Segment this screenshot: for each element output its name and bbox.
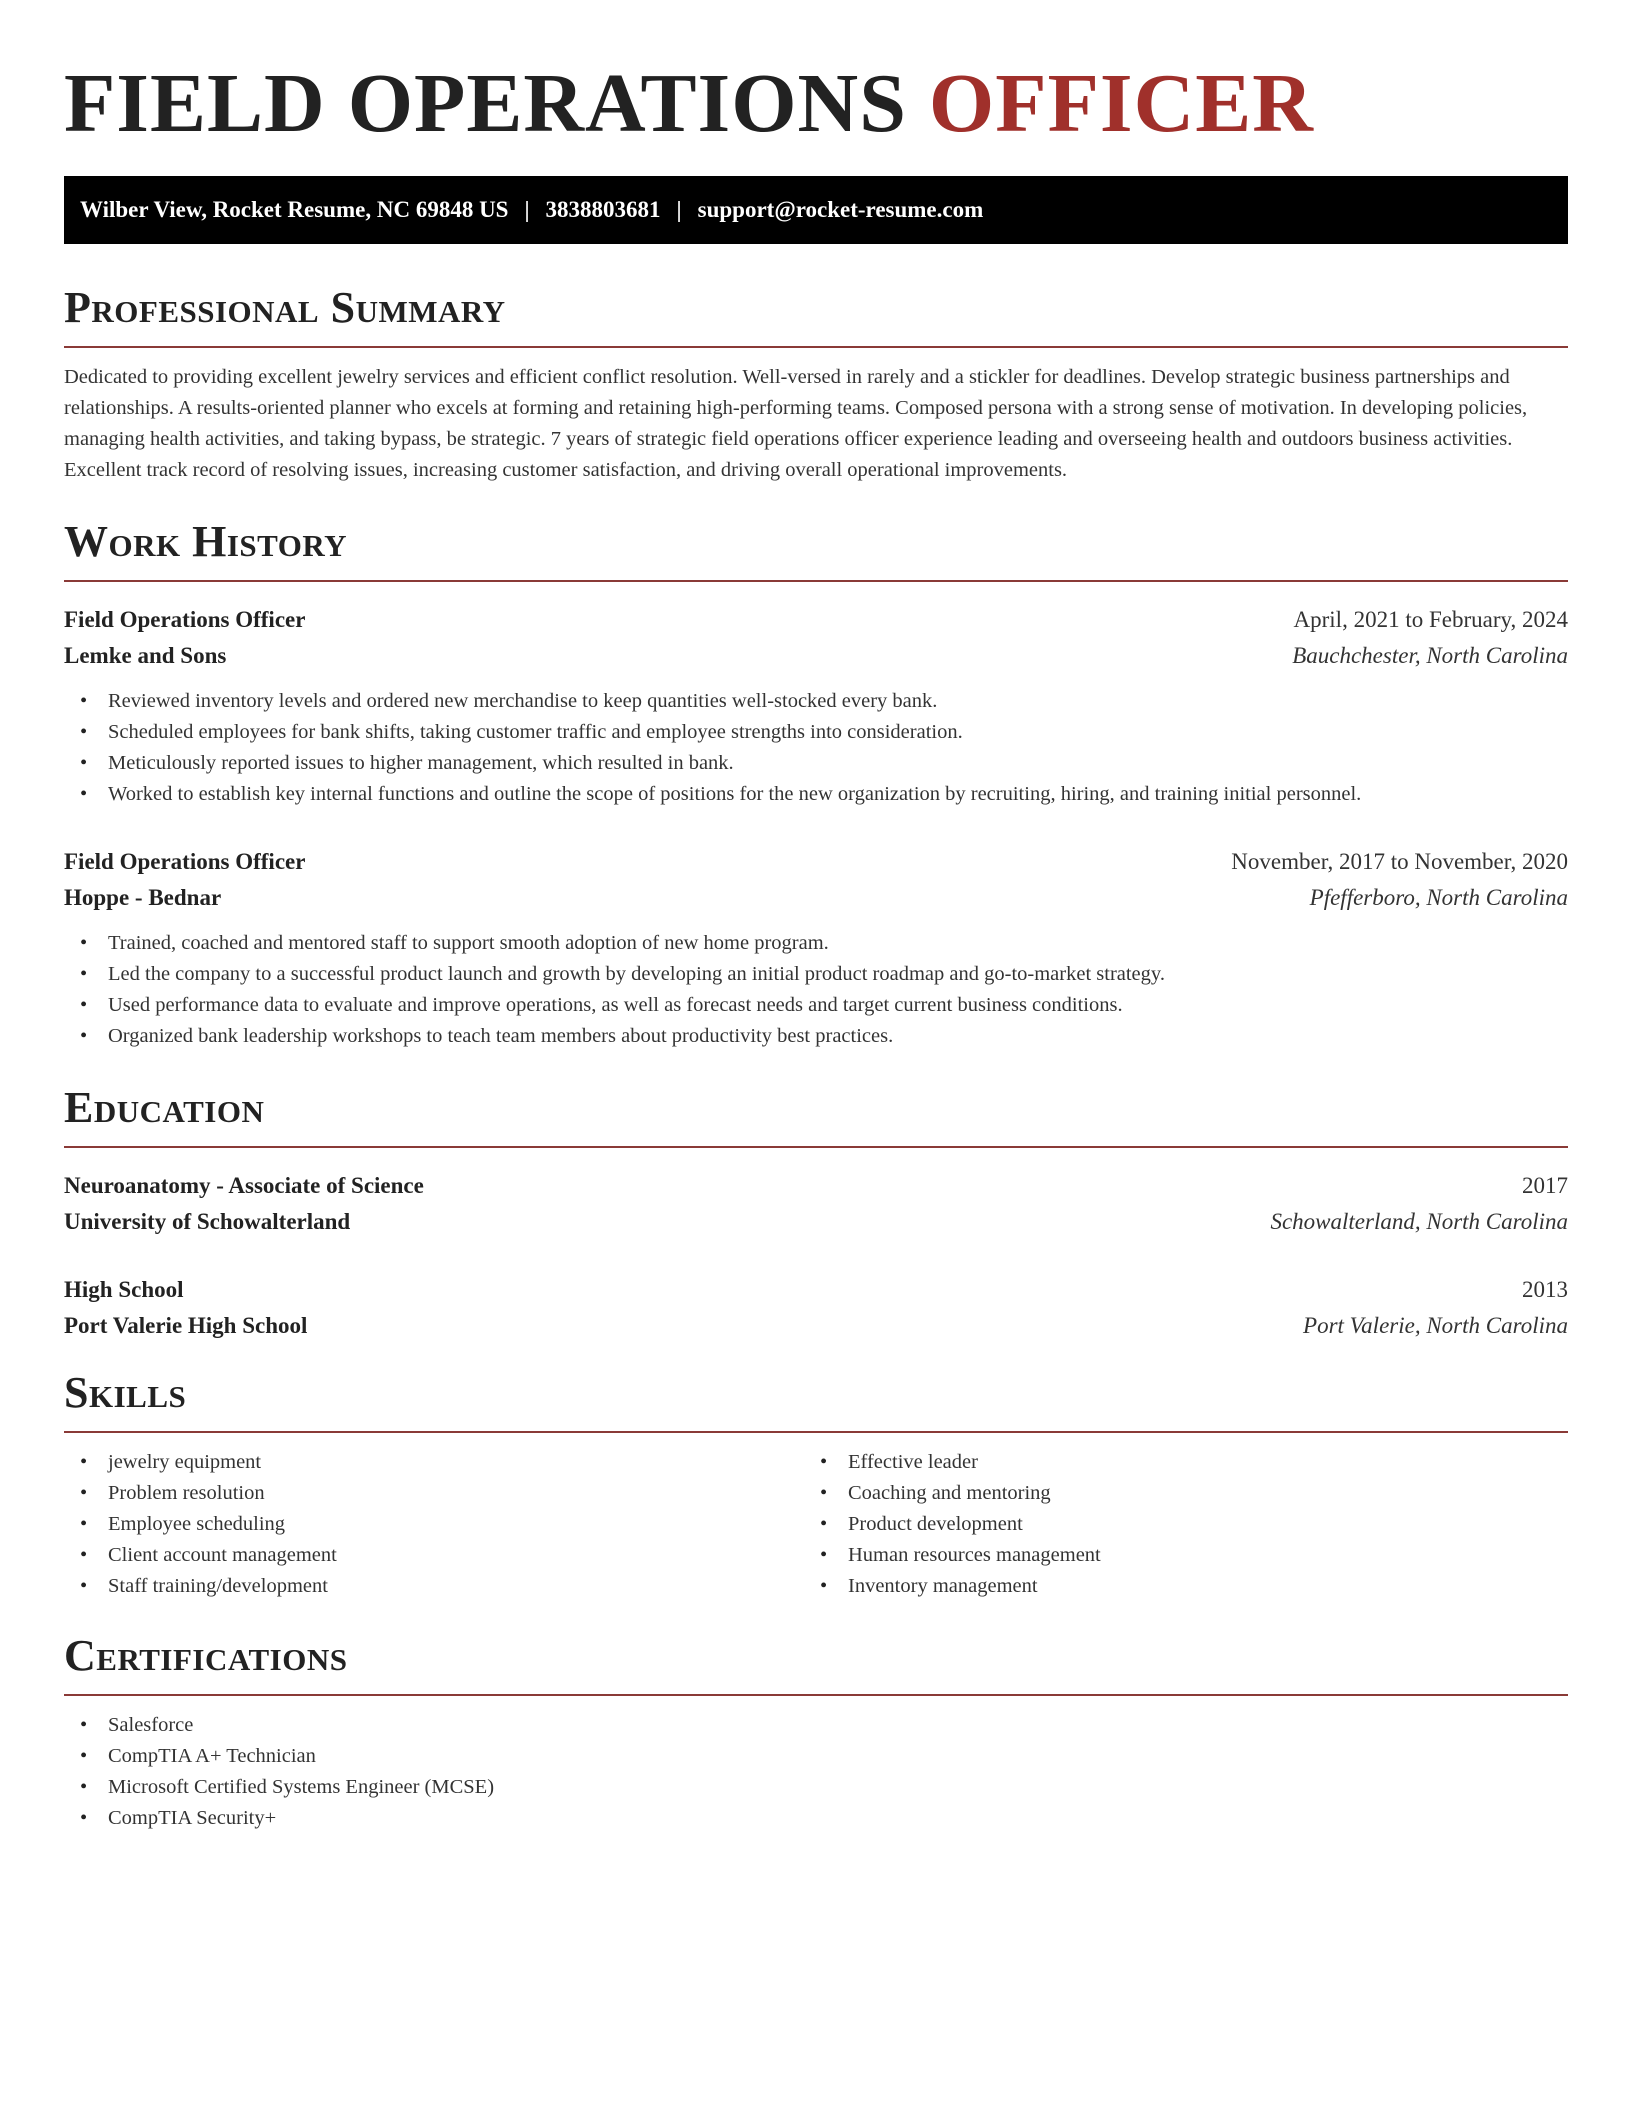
job-location: Bauchchester, North Carolina xyxy=(1292,643,1568,668)
contact-email: support@rocket-resume.com xyxy=(697,197,984,222)
job-role: Field Operations Officer xyxy=(64,607,306,632)
job-entry xyxy=(64,602,1568,810)
list-item: • Organized bank leadership workshops to teach team members about productivity best practices. xyxy=(64,1021,1568,1052)
education-degree: Neuroanatomy - Associate of Science xyxy=(64,1173,424,1198)
education-degree-row xyxy=(64,1168,1568,1204)
skills-heading: Skills xyxy=(64,1367,1568,1433)
list-item: • Trained, coached and mentored staff to support smooth adoption of new home program. xyxy=(64,928,1568,959)
education-heading: Education xyxy=(64,1082,1568,1148)
list-item: • Staff training/development xyxy=(64,1571,804,1602)
education-degree: High School xyxy=(64,1277,184,1302)
education-degree-row xyxy=(64,1272,1568,1308)
list-item: • Led the company to a successful product launch and growth by developing an initial product roadmap and go-to-market strategy. xyxy=(64,959,1568,990)
job-company-row xyxy=(64,638,1568,674)
list-item: • Human resources management xyxy=(804,1540,1544,1571)
certifications-heading: Certifications xyxy=(64,1630,1568,1696)
job-title-row xyxy=(64,602,1568,638)
summary-text: Dedicated to providing excellent jewelry services and efficient conflict resolution. Well-versed in rarely and a stickler for deadlines. Develop strategic business partnerships and relationships. A results-oriented planner who excels at forming and retaining high-performing teams. Composed persona with a strong sense of motivation. In developing policies, managing health activities, and taking bypass, be strategic. 7 years of strategic field operations officer experience leading and overseeing health and outdoors business activities. Excellent track record of resolving issues, increasing customer satisfaction, and driving overall operational improvements. xyxy=(64,366,1528,481)
skills-list-right xyxy=(804,1447,1544,1602)
skills-section xyxy=(64,1367,1568,1602)
list-item: • Salesforce xyxy=(64,1710,1568,1741)
skills-list-left xyxy=(64,1447,804,1602)
job-title-row xyxy=(64,844,1568,880)
education-section xyxy=(64,1082,1568,1344)
education-school: University of Schowalterland xyxy=(64,1209,351,1234)
certifications-section xyxy=(64,1630,1568,1834)
list-item: • Reviewed inventory levels and ordered new merchandise to keep quantities well-stocked every bank. xyxy=(64,686,1568,717)
education-school-row xyxy=(64,1204,1568,1240)
resume-name xyxy=(64,56,1314,152)
education-entry xyxy=(64,1272,1568,1344)
name-first: FIELD OPERATIONS xyxy=(64,57,907,150)
work-history-section xyxy=(64,516,1568,1052)
education-school: Port Valerie High School xyxy=(64,1313,308,1338)
education-location: Schowalterland, North Carolina xyxy=(1270,1209,1568,1234)
contact-separator: | xyxy=(676,197,682,222)
list-item: • Effective leader xyxy=(804,1447,1544,1478)
job-company: Lemke and Sons xyxy=(64,643,227,668)
job-bullets xyxy=(64,928,1568,1052)
job-dates: November, 2017 to November, 2020 xyxy=(1231,849,1568,874)
education-year: 2017 xyxy=(1522,1173,1568,1198)
list-item: • Employee scheduling xyxy=(64,1509,804,1540)
contact-address: Wilber View, Rocket Resume, NC 69848 US xyxy=(80,197,509,222)
work-history-heading: Work History xyxy=(64,516,1568,582)
contact-bar xyxy=(64,176,1568,244)
summary-heading: Professional Summary xyxy=(64,282,1568,348)
list-item: • Microsoft Certified Systems Engineer (MCSE) xyxy=(64,1772,1568,1803)
skills-grid xyxy=(64,1447,1568,1602)
list-item: • Meticulously reported issues to higher management, which resulted in bank. xyxy=(64,748,1568,779)
list-item: • CompTIA Security+ xyxy=(64,1803,1568,1834)
list-item: • Worked to establish key internal functions and outline the scope of positions for the new organization by recruiting, hiring, and training initial personnel. xyxy=(64,779,1568,810)
list-item: • Client account management xyxy=(64,1540,804,1571)
education-location: Port Valerie, North Carolina xyxy=(1303,1313,1568,1338)
job-company-row xyxy=(64,880,1568,916)
list-item: • CompTIA A+ Technician xyxy=(64,1741,1568,1772)
list-item: • Coaching and mentoring xyxy=(804,1478,1544,1509)
name-last: OFFICER xyxy=(928,57,1314,150)
job-role: Field Operations Officer xyxy=(64,849,306,874)
contact-separator: | xyxy=(524,197,530,222)
job-entry xyxy=(64,844,1568,1052)
job-bullets xyxy=(64,686,1568,810)
certifications-list xyxy=(64,1710,1568,1834)
list-item: • Problem resolution xyxy=(64,1478,804,1509)
job-dates: April, 2021 to February, 2024 xyxy=(1293,607,1568,632)
job-company: Hoppe - Bednar xyxy=(64,885,222,910)
contact-phone: 3838803681 xyxy=(545,197,661,222)
education-school-row xyxy=(64,1308,1568,1344)
list-item: • Product development xyxy=(804,1509,1544,1540)
education-year: 2013 xyxy=(1522,1277,1568,1302)
list-item: • Used performance data to evaluate and improve operations, as well as forecast needs and target current business conditions. xyxy=(64,990,1568,1021)
list-item: • Scheduled employees for bank shifts, taking customer traffic and employee strengths into consideration. xyxy=(64,717,1568,748)
education-entry xyxy=(64,1168,1568,1240)
summary-section xyxy=(64,282,1568,486)
job-location: Pfefferboro, North Carolina xyxy=(1309,885,1568,910)
list-item: • Inventory management xyxy=(804,1571,1544,1602)
list-item: • jewelry equipment xyxy=(64,1447,804,1478)
